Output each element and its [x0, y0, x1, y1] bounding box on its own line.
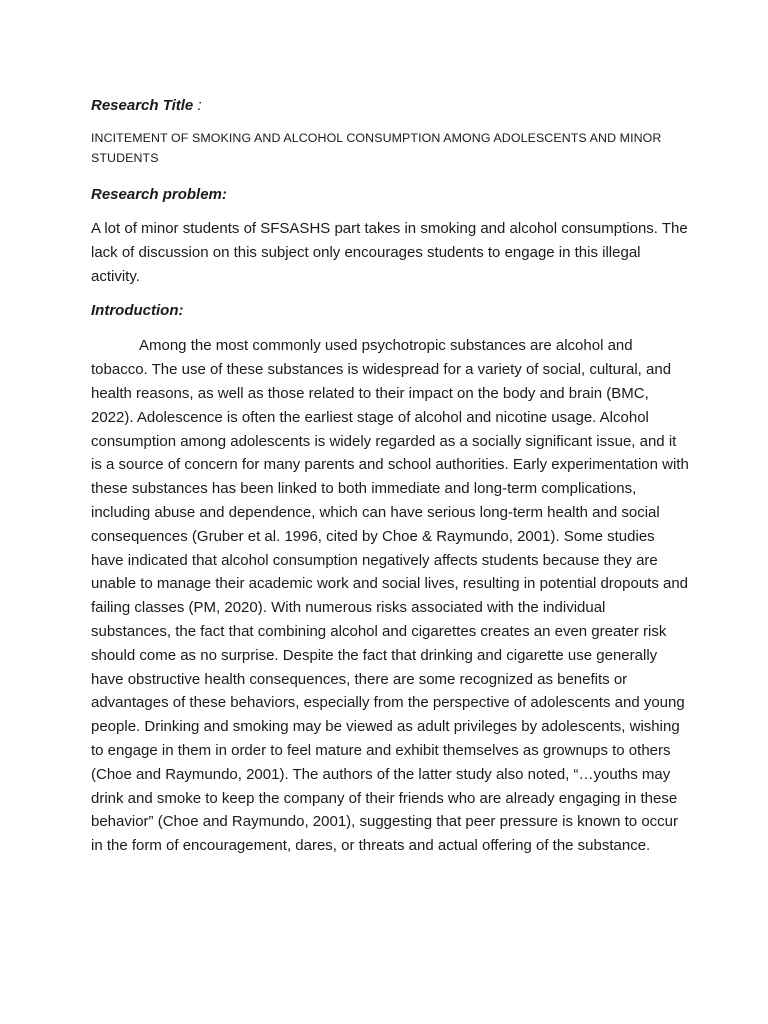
research-title-colon: : — [193, 97, 202, 114]
research-problem-text: A lot of minor students of SFSASHS part takes in smoking and alcohol consumptions. The lack of discussion on this subject only encourages students to engage in this illegal activity. — [91, 220, 688, 285]
research-title-text: INCITEMENT OF SMOKING AND ALCOHOL CONSUMPTION AMONG ADOLESCENTS AND MINOR STUDENTS — [91, 131, 662, 165]
research-problem-heading: Research problem: — [91, 186, 227, 203]
research-title-heading — [91, 96, 689, 116]
introduction-heading: Introduction: — [91, 302, 184, 320]
document-page — [91, 96, 689, 858]
research-title-label: Research Title — [91, 97, 194, 114]
introduction-text: Among the most commonly used psychotropic substances are alcohol and tobacco. The use of these substances is widespread for a variety of social, cultural, and health reasons, as well as those related to their impact on the body and brain (BMC, 2022). Adolescence is often the earliest stage of alcohol and nicotine usage. Alcohol consumption among adolescents is widely regarded as a socially significant issue, and it is a source of concern for many parents and school authorities. Early experimentation with these substances has been linked to both immediate and long-term complications, including abuse and dependence, which can have serious long-term health and social consequences (Gruber et al. 1996, cited by Choe & Raymundo, 2001). Some studies have indicated that alcohol consumption negatively affects students because they are unable to manage their academic work and social lives, resulting in potential dropouts and failing classes (PM, 2020). With numerous risks associated with the individual substances, the fact that combining alcohol and cigarettes creates an even greater risk should come as no surprise. Despite the fact that drinking and cigarette use generally have obstructive health consequences, there are some recognized as benefits or advantages of these behaviors, especially from the perspective of adolescents and young people. Drinking and smoking may be viewed as adult privileges by adolescents, wishing to engage in them in order to feel mature and exhibit themselves as grownups to others (Choe and Raymundo, 2001). The authors of the latter study also noted, “…youths may drink and smoke to keep the company of their friends who are already engaging in these behavior” (Choe and Raymundo, 2001), suggesting that peer pressure is known to occur in the form of encouragement, dares, or threats and actual offering of the substance. — [91, 337, 689, 855]
